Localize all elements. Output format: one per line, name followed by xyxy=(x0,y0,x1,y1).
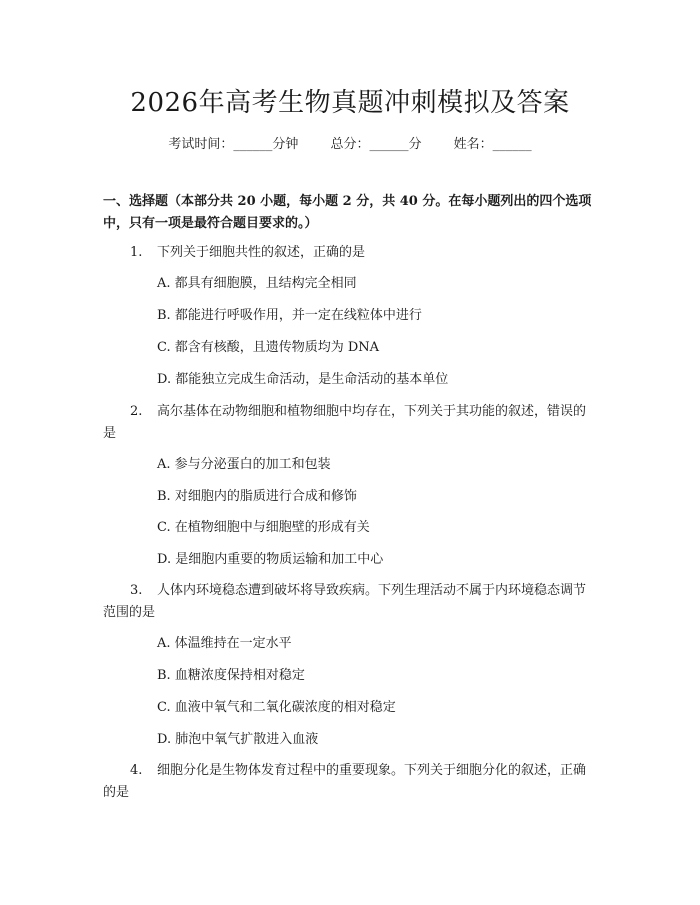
question-number: 1. xyxy=(130,245,143,260)
question-2-option-c: C. 在植物细胞中与细胞壁的形成有关 xyxy=(157,520,370,535)
question-number: 2. xyxy=(130,404,143,419)
question-2 xyxy=(103,401,598,445)
section-heading: 一、选择题（本部分共 20 小题，每小题 2 分，共 40 分。在每小题列出的四个选项中，只有一项是最符合题目要求的。） xyxy=(103,194,592,231)
exam-meta-line xyxy=(0,133,700,152)
question-3-option-c: C. 血液中氧气和二氧化碳浓度的相对稳定 xyxy=(157,700,396,715)
question-2-option-b: B. 对细胞内的脂质进行合成和修饰 xyxy=(157,489,357,504)
question-1-option-d: D. 都能独立完成生命活动，是生命活动的基本单位 xyxy=(157,372,449,387)
total-score-field: 总分：______分 xyxy=(330,137,422,152)
question-1-option-a: A. 都具有细胞膜，且结构完全相同 xyxy=(157,276,357,291)
name-field: 姓名：______ xyxy=(453,137,532,152)
question-2-option-d: D. 是细胞内重要的物质运输和加工中心 xyxy=(157,552,384,567)
question-number: 3. xyxy=(130,583,143,598)
exam-time-field: 考试时间：______分钟 xyxy=(168,137,299,152)
question-number: 4. xyxy=(130,763,143,778)
question-1-option-c: C. 都含有核酸，且遗传物质均为 DNA xyxy=(157,340,380,355)
question-2-option-a: A. 参与分泌蛋白的加工和包装 xyxy=(157,457,331,472)
question-3-option-b: B. 血糖浓度保持相对稳定 xyxy=(157,668,305,683)
question-3-option-a: A. 体温维持在一定水平 xyxy=(157,636,292,651)
question-3-option-d: D. 肺泡中氧气扩散进入血液 xyxy=(157,732,319,747)
question-1 xyxy=(103,242,598,264)
question-text: 细胞分化是生物体发育过程中的重要现象。下列关于细胞分化的叙述，正确的是 xyxy=(103,763,587,800)
question-text: 高尔基体在动物细胞和植物细胞中均存在，下列关于其功能的叙述，错误的是 xyxy=(103,404,587,441)
document-title: 2026年高考生物真题冲刺模拟及答案 xyxy=(130,88,570,118)
question-4 xyxy=(103,760,598,804)
question-3 xyxy=(103,580,598,624)
question-1-option-b: B. 都能进行呼吸作用，并一定在线粒体中进行 xyxy=(157,308,422,323)
question-text: 人体内环境稳态遭到破坏将导致疾病。下列生理活动不属于内环境稳态调节范围的是 xyxy=(103,583,587,620)
question-text: 下列关于细胞共性的叙述，正确的是 xyxy=(157,245,366,260)
